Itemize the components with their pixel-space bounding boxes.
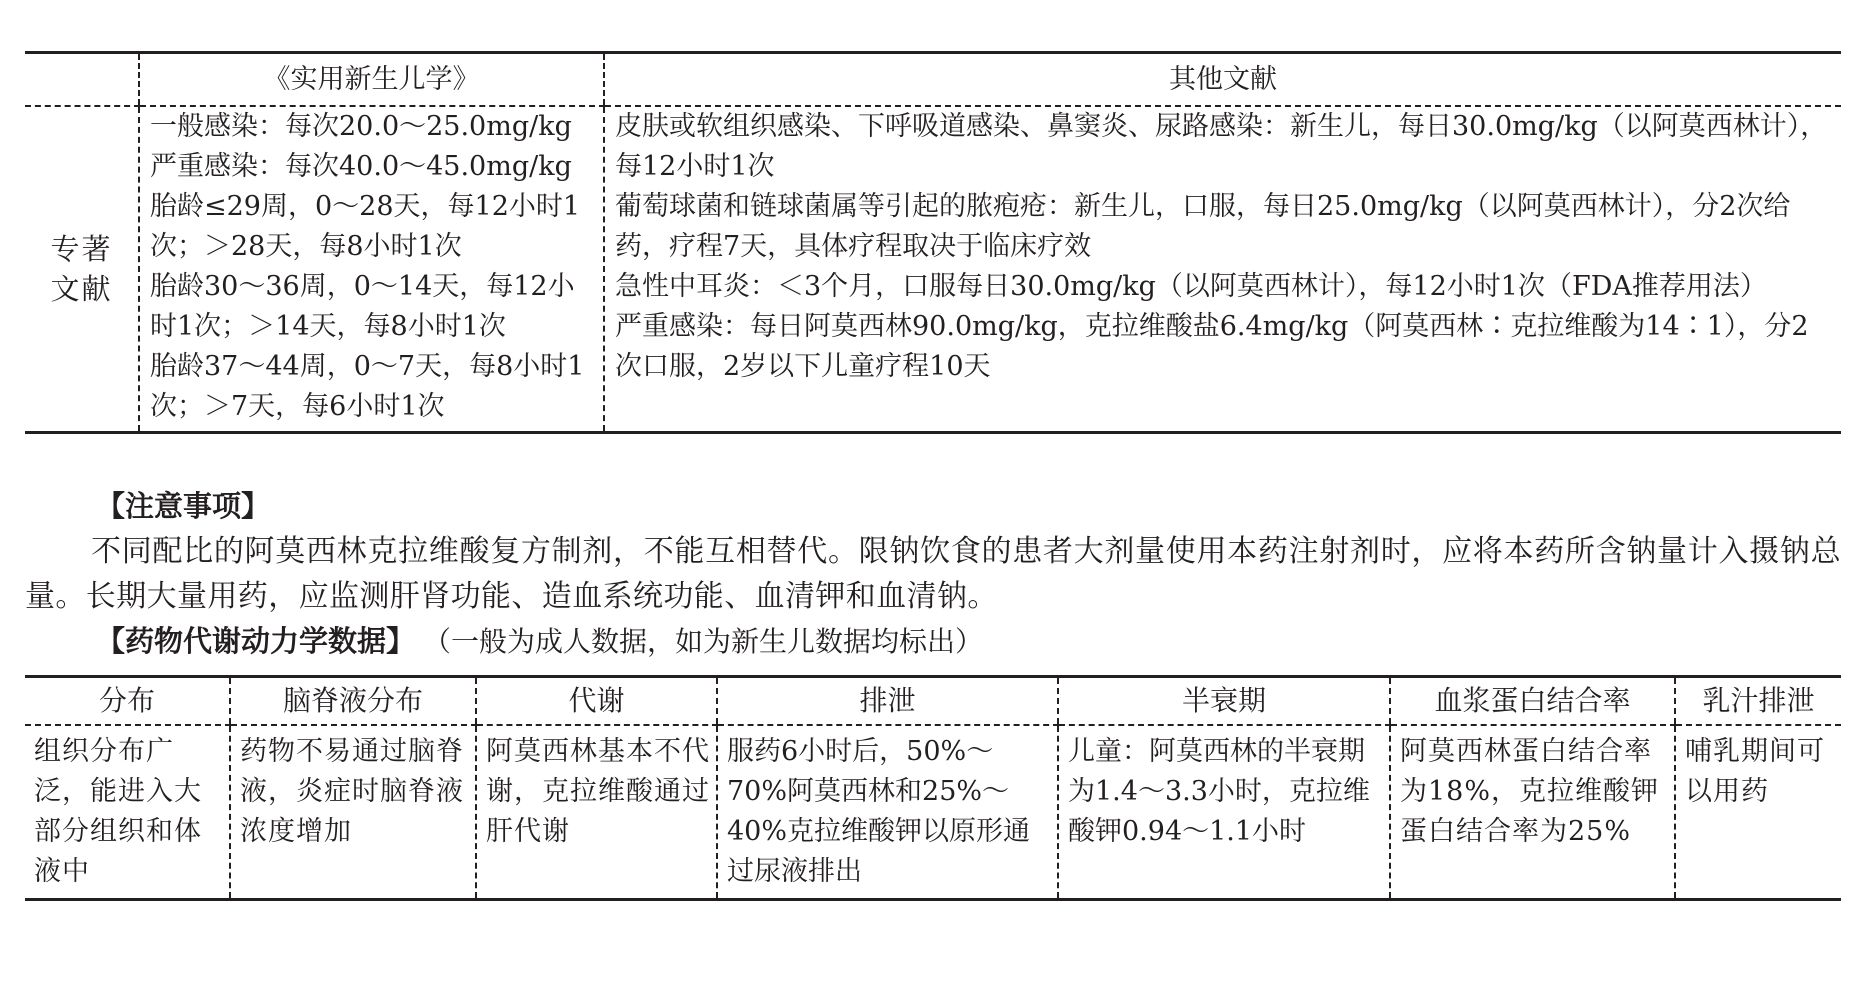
practical-neonatology-dosage-cell bbox=[139, 106, 604, 433]
pk-value-protein-binding: 阿莫西林蛋白结合率为18%，克拉维酸钾蛋白结合率为25% bbox=[1390, 725, 1675, 900]
heading-bracket-open: 【 bbox=[96, 624, 126, 658]
pk-heading-text: 药物代谢动力学数据 bbox=[125, 624, 387, 658]
other-literature-dosage-cell bbox=[604, 106, 1841, 433]
pk-value-metabolism: 阿莫西林基本不代谢，克拉维酸通过肝代谢 bbox=[476, 725, 717, 900]
notes-heading bbox=[25, 484, 1841, 529]
reference-table-body-row bbox=[25, 106, 1841, 433]
heading-bracket-open: 【 bbox=[96, 489, 126, 523]
row-label-line: 专著 bbox=[50, 232, 113, 266]
header-practical-neonatology: 《实用新生儿学》 bbox=[139, 53, 604, 107]
header-empty-cell bbox=[25, 53, 139, 107]
pk-table-body-row bbox=[25, 725, 1841, 900]
pharmacokinetics-table bbox=[25, 675, 1841, 901]
dosage-line: 胎龄30～36周，0～14天，每12小时1次；＞14天，每8小时1次 bbox=[150, 271, 575, 342]
pk-value-excretion: 服药6小时后，50%～70%阿莫西林和25%～40%克拉维酸钾以原形通过尿液排出 bbox=[717, 725, 1058, 900]
pk-heading-subtitle: （一般为成人数据，如为新生儿数据均标出） bbox=[437, 625, 984, 658]
pk-value-csf-distribution: 药物不易通过脑脊液，炎症时脑脊液浓度增加 bbox=[230, 725, 476, 900]
notes-section bbox=[25, 484, 1841, 664]
dosage-line: 严重感染：每日阿莫西林90.0mg/kg，克拉维酸盐6.4mg/kg（阿莫西林∶克拉维酸为14∶1），分2次口服，2岁以下儿童疗程10天 bbox=[615, 311, 1809, 382]
notes-paragraph: 不同配比的阿莫西林克拉维酸复方制剂，不能互相替代。限钠饮食的患者大剂量使用本药注射剂时，应将本药所含钠量计入摄钠总量。长期大量用药，应监测肝肾功能、造血系统功能、血清钾和血清钠。 bbox=[25, 534, 1841, 614]
row-label-line: 文献 bbox=[50, 272, 113, 306]
pk-table-header-row bbox=[25, 677, 1841, 726]
pk-header-csf-distribution: 脑脊液分布 bbox=[230, 677, 476, 726]
dosage-line: 皮肤或软组织感染、下呼吸道感染、鼻窦炎、尿路感染：新生儿，每日30.0mg/kg（以阿莫西林计），每12小时1次 bbox=[615, 111, 1828, 182]
pk-header-protein-binding: 血浆蛋白结合率 bbox=[1390, 677, 1675, 726]
pk-header-metabolism: 代谢 bbox=[476, 677, 717, 726]
reference-table-header-row bbox=[25, 53, 1841, 107]
pk-value-milk-excretion: 哺乳期间可以用药 bbox=[1675, 725, 1841, 900]
dosage-line: 葡萄球菌和链球菌属等引起的脓疱疮：新生儿，口服，每日25.0mg/kg（以阿莫西林计），分2次给药，疗程7天，具体疗程取决于临床疗效 bbox=[615, 191, 1791, 262]
dosage-line: 急性中耳炎：＜3个月，口服每日30.0mg/kg（以阿莫西林计），每12小时1次（FDA推荐用法） bbox=[615, 271, 1767, 302]
pk-header-half-life: 半衰期 bbox=[1058, 677, 1390, 726]
pk-header-excretion: 排泄 bbox=[717, 677, 1058, 726]
heading-bracket-close: 】 bbox=[386, 624, 416, 658]
dosage-line: 严重感染：每次40.0～45.0mg/kg bbox=[150, 151, 572, 182]
pk-header-distribution: 分布 bbox=[25, 677, 230, 726]
dosage-line: 胎龄37～44周，0～7天，每8小时1次；＞7天，每6小时1次 bbox=[150, 351, 585, 422]
pk-heading bbox=[25, 619, 1841, 664]
row-label-monograph-literature bbox=[25, 106, 139, 433]
pk-value-half-life: 儿童：阿莫西林的半衰期为1.4～3.3小时，克拉维酸钾0.94～1.1小时 bbox=[1058, 725, 1390, 900]
dosage-line: 一般感染：每次20.0～25.0mg/kg bbox=[150, 111, 572, 142]
heading-bracket-close: 】 bbox=[241, 489, 271, 523]
dosage-line: 胎龄≤29周，0～28天，每12小时1次；＞28天，每8小时1次 bbox=[150, 191, 581, 262]
reference-dosage-table bbox=[25, 51, 1841, 434]
pk-header-milk-excretion: 乳汁排泄 bbox=[1675, 677, 1841, 726]
pk-value-distribution: 组织分布广泛，能进入大部分组织和体液中 bbox=[34, 736, 202, 887]
notes-heading-text: 注意事项 bbox=[125, 489, 242, 523]
header-other-literature: 其他文献 bbox=[604, 53, 1841, 107]
